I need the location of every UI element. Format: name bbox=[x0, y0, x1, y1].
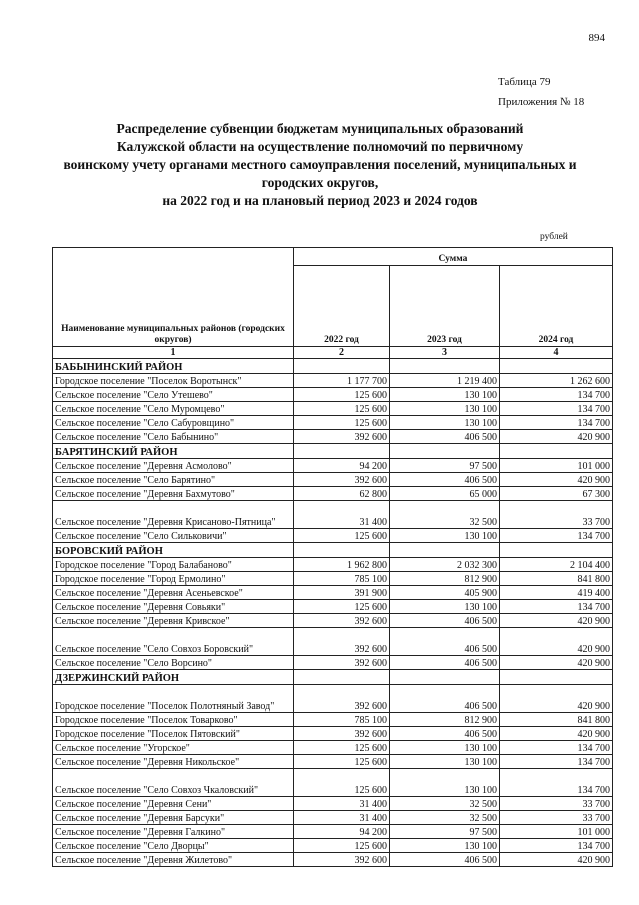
table-row bbox=[53, 558, 613, 572]
amount-2023: 32 500 bbox=[390, 501, 500, 529]
district-header-row bbox=[53, 444, 613, 459]
units-label: рублей bbox=[540, 232, 568, 242]
settlement-name-text: Сельское поселение "Деревня Барсуки" bbox=[55, 813, 225, 824]
settlement-name bbox=[53, 713, 294, 727]
settlement-name-text: Городское поселение "Город Балабаново" bbox=[55, 560, 232, 571]
amount-2024: 67 300 bbox=[500, 487, 613, 501]
settlement-name-text: Сельское поселение "Деревня Совьяки" bbox=[55, 602, 226, 613]
table-row bbox=[53, 811, 613, 825]
amount-2022: 125 600 bbox=[294, 402, 390, 416]
settlement-name-text: Сельское поселение "Деревня Никольское" bbox=[55, 757, 240, 768]
amount-2023: 97 500 bbox=[390, 825, 500, 839]
amount-2023: 130 100 bbox=[390, 416, 500, 430]
amount-2022: 392 600 bbox=[294, 628, 390, 656]
amount-2022: 125 600 bbox=[294, 416, 390, 430]
empty-cell bbox=[500, 359, 613, 374]
amount-2024: 134 700 bbox=[500, 416, 613, 430]
amount-2023: 97 500 bbox=[390, 459, 500, 473]
district-header-row bbox=[53, 543, 613, 558]
amount-2022: 31 400 bbox=[294, 797, 390, 811]
amount-2022: 94 200 bbox=[294, 459, 390, 473]
amount-2024: 134 700 bbox=[500, 402, 613, 416]
amount-2022: 1 962 800 bbox=[294, 558, 390, 572]
amount-2023: 406 500 bbox=[390, 727, 500, 741]
amount-2022: 31 400 bbox=[294, 811, 390, 825]
settlement-name-text: Сельское поселение "Деревня Галкино" bbox=[55, 827, 226, 838]
amount-2022: 125 600 bbox=[294, 600, 390, 614]
amount-2024: 420 900 bbox=[500, 853, 613, 867]
empty-cell bbox=[500, 670, 613, 685]
amount-2024: 134 700 bbox=[500, 388, 613, 402]
amount-2023: 406 500 bbox=[390, 614, 500, 628]
amount-2023: 32 500 bbox=[390, 811, 500, 825]
settlement-name-text: Сельское поселение "Угорское" bbox=[55, 743, 190, 754]
settlement-name-text: Сельское поселение "Деревня Крисаново-Пятница" bbox=[55, 517, 276, 528]
amount-2022: 392 600 bbox=[294, 685, 390, 713]
amount-2023: 130 100 bbox=[390, 839, 500, 853]
table-row bbox=[53, 853, 613, 867]
settlement-name-text: Сельское поселение "Село Совхоз Чкаловский" bbox=[55, 785, 259, 796]
amount-2024: 33 700 bbox=[500, 501, 613, 529]
empty-cell bbox=[294, 359, 390, 374]
amount-2023: 130 100 bbox=[390, 769, 500, 797]
amount-2023: 406 500 bbox=[390, 685, 500, 713]
amount-2022: 392 600 bbox=[294, 656, 390, 670]
settlement-name-text: Сельское поселение "Деревня Асмолово" bbox=[55, 461, 232, 472]
amount-2022: 1 177 700 bbox=[294, 374, 390, 388]
amount-2022: 392 600 bbox=[294, 727, 390, 741]
column-number: 1 bbox=[53, 347, 294, 359]
appendix-label: Приложения № 18 bbox=[498, 96, 585, 108]
amount-2024: 419 400 bbox=[500, 586, 613, 600]
amount-2023: 130 100 bbox=[390, 388, 500, 402]
amount-2023: 32 500 bbox=[390, 797, 500, 811]
settlement-name-text: Городское поселение "Город Ермолино" bbox=[55, 574, 226, 585]
header-name-column: Наименование муниципальных районов (городских округов) bbox=[53, 248, 294, 347]
table-body bbox=[53, 359, 613, 867]
amount-2022: 125 600 bbox=[294, 839, 390, 853]
settlement-name bbox=[53, 600, 294, 614]
amount-2023: 406 500 bbox=[390, 853, 500, 867]
amount-2023: 130 100 bbox=[390, 741, 500, 755]
amount-2024: 420 900 bbox=[500, 430, 613, 444]
amount-2024: 134 700 bbox=[500, 769, 613, 797]
amount-2023: 130 100 bbox=[390, 402, 500, 416]
amount-2024: 134 700 bbox=[500, 839, 613, 853]
district-header-row bbox=[53, 670, 613, 685]
settlement-name-text: Сельское поселение "Деревня Кривское" bbox=[55, 616, 230, 627]
table-row bbox=[53, 600, 613, 614]
table-row bbox=[53, 628, 613, 656]
settlement-name-text: Городское поселение "Поселок Пятовский" bbox=[55, 729, 240, 740]
table-row bbox=[53, 388, 613, 402]
district-name: БАБЫНИНСКИЙ РАЙОН bbox=[53, 359, 294, 374]
title-line: воинскому учету органами местного самоуправления поселений, муниципальных и bbox=[63, 157, 577, 172]
amount-2024: 101 000 bbox=[500, 825, 613, 839]
amount-2024: 33 700 bbox=[500, 797, 613, 811]
table-row bbox=[53, 769, 613, 797]
header-year-2022: 2022 год bbox=[294, 265, 390, 346]
settlement-name bbox=[53, 685, 294, 713]
amount-2023: 406 500 bbox=[390, 628, 500, 656]
settlement-name-text: Сельское поселение "Деревня Бахмутово" bbox=[55, 489, 235, 500]
empty-cell bbox=[294, 670, 390, 685]
settlement-name bbox=[53, 501, 294, 529]
amount-2022: 62 800 bbox=[294, 487, 390, 501]
settlement-name-text: Сельское поселение "Село Барятино" bbox=[55, 475, 216, 486]
amount-2022: 392 600 bbox=[294, 614, 390, 628]
settlement-name bbox=[53, 473, 294, 487]
settlement-name-text: Сельское поселение "Село Утешево" bbox=[55, 390, 213, 401]
column-number: 2 bbox=[294, 347, 390, 359]
settlement-name bbox=[53, 797, 294, 811]
amount-2024: 134 700 bbox=[500, 755, 613, 769]
empty-cell bbox=[390, 670, 500, 685]
table-label: Таблица 79 bbox=[498, 76, 551, 88]
settlement-name bbox=[53, 825, 294, 839]
settlement-name bbox=[53, 430, 294, 444]
settlement-name bbox=[53, 558, 294, 572]
amount-2022: 125 600 bbox=[294, 529, 390, 543]
amount-2024: 841 800 bbox=[500, 713, 613, 727]
table-row bbox=[53, 685, 613, 713]
empty-cell bbox=[500, 444, 613, 459]
header-year-2023: 2023 год bbox=[390, 265, 500, 346]
amount-2024: 33 700 bbox=[500, 811, 613, 825]
amount-2023: 130 100 bbox=[390, 529, 500, 543]
empty-cell bbox=[390, 543, 500, 558]
table-row bbox=[53, 755, 613, 769]
amount-2023: 406 500 bbox=[390, 473, 500, 487]
header-sum: Сумма bbox=[294, 248, 613, 266]
empty-cell bbox=[294, 444, 390, 459]
settlement-name-text: Сельское поселение "Село Сильковичи" bbox=[55, 531, 227, 542]
amount-2022: 31 400 bbox=[294, 501, 390, 529]
settlement-name bbox=[53, 487, 294, 501]
settlement-name bbox=[53, 572, 294, 586]
subvention-table bbox=[52, 247, 613, 867]
amount-2024: 2 104 400 bbox=[500, 558, 613, 572]
settlement-name-text: Городское поселение "Поселок Товарково" bbox=[55, 715, 238, 726]
amount-2023: 130 100 bbox=[390, 755, 500, 769]
amount-2023: 1 219 400 bbox=[390, 374, 500, 388]
amount-2024: 420 900 bbox=[500, 656, 613, 670]
district-name: БОРОВСКИЙ РАЙОН bbox=[53, 543, 294, 558]
settlement-name bbox=[53, 374, 294, 388]
settlement-name bbox=[53, 769, 294, 797]
title-line: Калужской области на осуществление полномочий по первичному bbox=[116, 139, 524, 154]
settlement-name bbox=[53, 402, 294, 416]
settlement-name bbox=[53, 811, 294, 825]
settlement-name bbox=[53, 839, 294, 853]
amount-2023: 406 500 bbox=[390, 656, 500, 670]
settlement-name-text: Сельское поселение "Деревня Жилетово" bbox=[55, 855, 233, 866]
table-row bbox=[53, 656, 613, 670]
title-line: городских округов, bbox=[261, 175, 379, 190]
amount-2023: 65 000 bbox=[390, 487, 500, 501]
title-line: Распределение субвенции бюджетам муниципальных образований bbox=[116, 121, 524, 136]
settlement-name bbox=[53, 416, 294, 430]
settlement-name-text: Сельское поселение "Село Бабынино" bbox=[55, 432, 219, 443]
amount-2024: 420 900 bbox=[500, 628, 613, 656]
amount-2023: 2 032 300 bbox=[390, 558, 500, 572]
amount-2023: 406 500 bbox=[390, 430, 500, 444]
settlement-name-text: Сельское поселение "Село Сабуровщино" bbox=[55, 418, 235, 429]
title-line: на 2022 год и на плановый период 2023 и 2024 годов bbox=[162, 193, 478, 208]
amount-2022: 125 600 bbox=[294, 741, 390, 755]
table-row bbox=[53, 614, 613, 628]
amount-2022: 785 100 bbox=[294, 572, 390, 586]
column-number: 3 bbox=[390, 347, 500, 359]
table-row bbox=[53, 825, 613, 839]
amount-2022: 392 600 bbox=[294, 473, 390, 487]
amount-2023: 812 900 bbox=[390, 713, 500, 727]
empty-cell bbox=[294, 543, 390, 558]
table-row bbox=[53, 487, 613, 501]
amount-2023: 130 100 bbox=[390, 600, 500, 614]
table-row bbox=[53, 572, 613, 586]
amount-2022: 125 600 bbox=[294, 388, 390, 402]
amount-2022: 392 600 bbox=[294, 430, 390, 444]
settlement-name bbox=[53, 529, 294, 543]
empty-cell bbox=[390, 359, 500, 374]
amount-2024: 1 262 600 bbox=[500, 374, 613, 388]
amount-2024: 420 900 bbox=[500, 727, 613, 741]
settlement-name bbox=[53, 459, 294, 473]
amount-2024: 134 700 bbox=[500, 529, 613, 543]
table-row bbox=[53, 797, 613, 811]
district-name: БАРЯТИНСКИЙ РАЙОН bbox=[53, 444, 294, 459]
empty-cell bbox=[390, 444, 500, 459]
amount-2023: 405 900 bbox=[390, 586, 500, 600]
table-row bbox=[53, 741, 613, 755]
table-row bbox=[53, 713, 613, 727]
settlement-name-text: Сельское поселение "Село Ворсино" bbox=[55, 658, 212, 669]
amount-2024: 420 900 bbox=[500, 473, 613, 487]
table-row bbox=[53, 473, 613, 487]
settlement-name-text: Сельское поселение "Деревня Асеньевское" bbox=[55, 588, 243, 599]
table-row bbox=[53, 430, 613, 444]
settlement-name-text: Сельское поселение "Село Совхоз Боровский" bbox=[55, 644, 254, 655]
empty-cell bbox=[500, 543, 613, 558]
settlement-name bbox=[53, 388, 294, 402]
settlement-name-text: Сельское поселение "Село Дворцы" bbox=[55, 841, 209, 852]
amount-2024: 420 900 bbox=[500, 685, 613, 713]
settlement-name bbox=[53, 628, 294, 656]
amount-2024: 420 900 bbox=[500, 614, 613, 628]
settlement-name-text: Сельское поселение "Деревня Сени" bbox=[55, 799, 212, 810]
settlement-name-text: Сельское поселение "Село Муромцево" bbox=[55, 404, 225, 415]
amount-2024: 134 700 bbox=[500, 600, 613, 614]
settlement-name-text: Городское поселение "Поселок Полотняный Завод" bbox=[55, 701, 275, 712]
settlement-name bbox=[53, 741, 294, 755]
settlement-name bbox=[53, 656, 294, 670]
amount-2023: 812 900 bbox=[390, 572, 500, 586]
header-year-2024: 2024 год bbox=[500, 265, 613, 346]
document-title bbox=[40, 120, 600, 210]
table-row bbox=[53, 839, 613, 853]
amount-2022: 391 900 bbox=[294, 586, 390, 600]
table-row bbox=[53, 501, 613, 529]
table-row bbox=[53, 416, 613, 430]
settlement-name bbox=[53, 586, 294, 600]
table-row bbox=[53, 727, 613, 741]
column-number: 4 bbox=[500, 347, 613, 359]
table-row bbox=[53, 529, 613, 543]
amount-2024: 101 000 bbox=[500, 459, 613, 473]
table-row bbox=[53, 586, 613, 600]
table-row bbox=[53, 374, 613, 388]
amount-2024: 134 700 bbox=[500, 741, 613, 755]
settlement-name bbox=[53, 614, 294, 628]
amount-2022: 785 100 bbox=[294, 713, 390, 727]
table-row bbox=[53, 459, 613, 473]
settlement-name-text: Городское поселение "Поселок Воротынск" bbox=[55, 376, 242, 387]
settlement-name bbox=[53, 853, 294, 867]
page-number: 894 bbox=[588, 32, 605, 44]
amount-2022: 94 200 bbox=[294, 825, 390, 839]
amount-2022: 125 600 bbox=[294, 755, 390, 769]
district-name: ДЗЕРЖИНСКИЙ РАЙОН bbox=[53, 670, 294, 685]
settlement-name bbox=[53, 755, 294, 769]
amount-2024: 841 800 bbox=[500, 572, 613, 586]
amount-2022: 125 600 bbox=[294, 769, 390, 797]
settlement-name bbox=[53, 727, 294, 741]
table-row bbox=[53, 402, 613, 416]
amount-2022: 392 600 bbox=[294, 853, 390, 867]
district-header-row bbox=[53, 359, 613, 374]
